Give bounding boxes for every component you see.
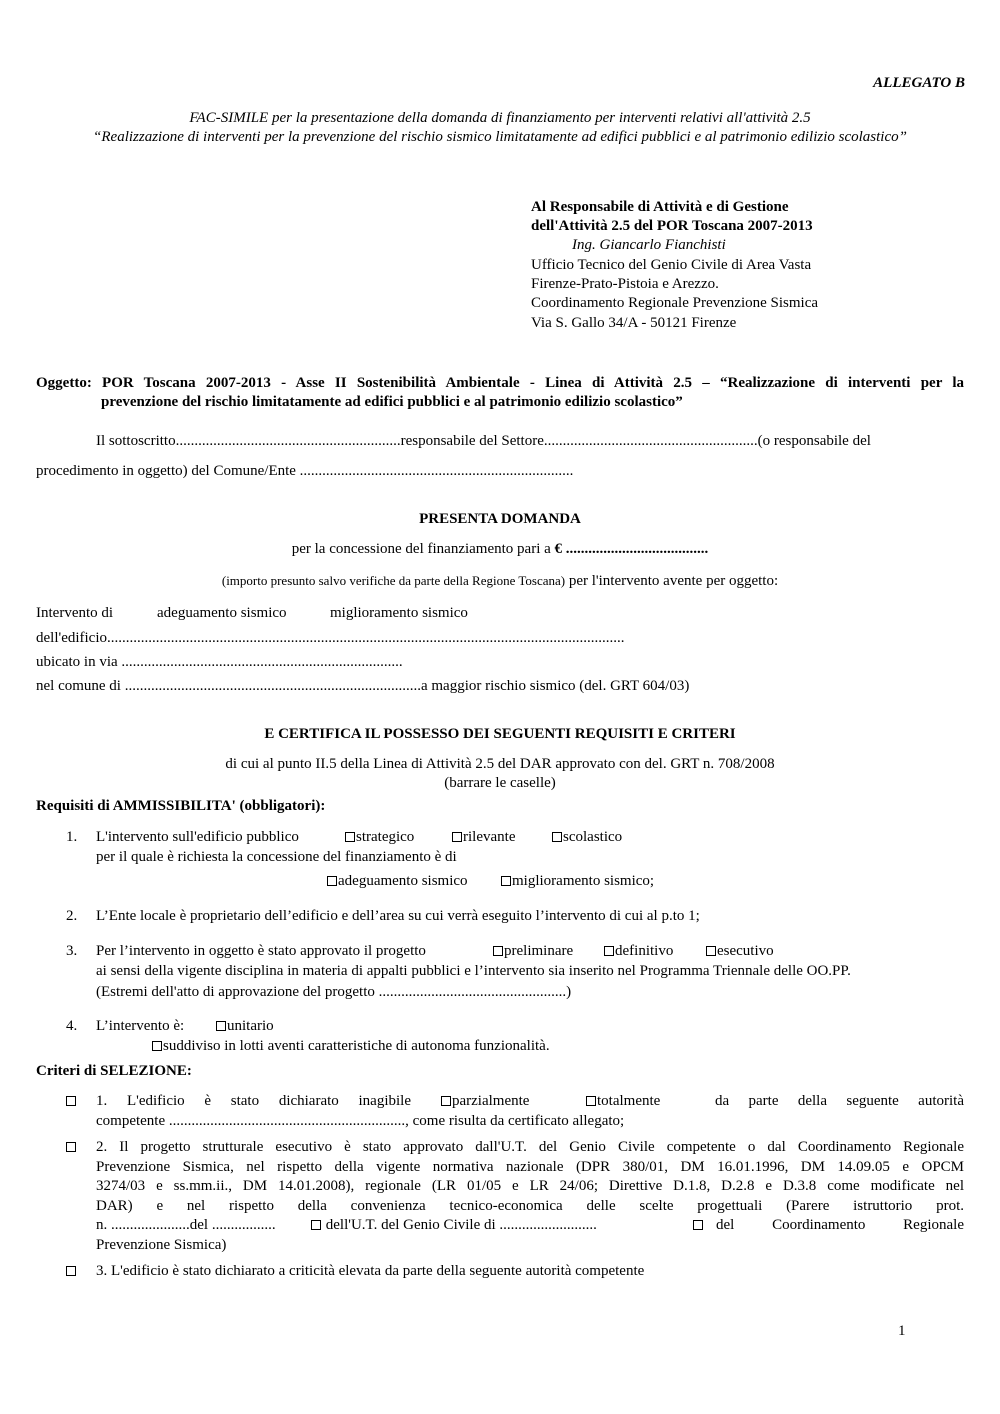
criterio-3-checkbox[interactable] (66, 1262, 77, 1281)
checkbox-icon[interactable] (552, 832, 562, 842)
comune-field: nel comune di ...............................................................................a maggior rischio sismico (del. GRT 604/03) (36, 678, 690, 694)
requisito-1-number: 1. (66, 829, 78, 845)
oggetto-line1: Oggetto: POR Toscana 2007-2013 - Asse II Sostenibilità Ambientale - Linea di Attività 2.5 – “Realizzazione di interventi per la (36, 375, 964, 391)
criterio-1-text: 1. L'edificio è stato dichiarato inagibile (96, 1093, 411, 1109)
checkbox-rilevante[interactable] (452, 828, 515, 847)
intervento-option-miglioramento: miglioramento sismico (330, 605, 468, 621)
requisito-3-number: 3. (66, 943, 78, 959)
requisito-3-line3: (Estremi dell'atto di approvazione del progetto ..................................................) (96, 984, 572, 1000)
oggetto-line2: prevenzione del rischio limitatamente ad edifici pubblici e al patrimonio edilizio scolastico” (101, 394, 683, 410)
checkbox-adeguamento-sismico[interactable] (327, 872, 468, 891)
checkbox-icon[interactable] (501, 876, 511, 886)
requisito-4-number: 4. (66, 1018, 78, 1034)
criterio-2-line6: Prevenzione Sismica) (96, 1237, 227, 1253)
finanziamento-text: per la concessione del finanziamento pari a (291, 541, 555, 557)
recipient-line6: Coordinamento Regionale Prevenzione Sismica (531, 295, 819, 311)
certifica-line1: di cui al punto II.5 della Linea di Attività 2.5 del DAR approvato con del. GRT n. 708/2008 (225, 756, 775, 772)
requisito-4-text: L’intervento è: (96, 1018, 185, 1034)
criterio-2-line1: 2. Il progetto strutturale esecutivo è stato approvato dall'U.T. del Genio Civile competente o dal Coordinamento Regionale (96, 1139, 964, 1155)
checkbox-miglioramento-sismico[interactable] (501, 872, 654, 891)
recipient-line1: Al Responsabile di Attività e di Gestione (531, 199, 789, 215)
finanziamento-amount: € ...................................... (554, 541, 709, 557)
requisito-3-line2: ai sensi della vigente disciplina in materia di appalti pubblici e l’intervento sia inserito nel Programma Triennale delle OO.PP. (96, 963, 851, 979)
requisito-1-line2: per il quale è richiesta la concessione del finanziamento è di (96, 849, 457, 865)
checkbox-preliminare[interactable] (493, 942, 573, 961)
page-number: 1 (898, 1323, 906, 1339)
checkbox-icon[interactable] (604, 946, 614, 956)
recipient-address: Via S. Gallo 34/A - 50121 Firenze (531, 315, 737, 331)
checkbox-label: adeguamento sismico (338, 873, 468, 889)
importo-note: (importo presunto salvo verifiche da parte della Regione Toscana) (221, 573, 566, 588)
checkbox-label: strategico (356, 829, 415, 845)
checkbox-icon[interactable] (66, 1142, 76, 1152)
checkbox-label: scolastico (563, 829, 623, 845)
intervento-option-adeguamento: adeguamento sismico (157, 605, 287, 621)
checkbox-label: miglioramento sismico; (512, 873, 655, 889)
criterio-2-line5c: del Coordinamento Regionale (716, 1217, 964, 1233)
barrare-caselle: (barrare le caselle) (444, 775, 556, 791)
criterio-2-line2: Prevenzione Sismica, nel rispetto della vigente normativa nazionale (DPR 380/01, DM 16.01.1996, DM 14.09.05 e OPCM (96, 1159, 964, 1175)
recipient-line4: Ufficio Tecnico del Genio Civile di Area Vasta (531, 257, 812, 273)
checkbox-strategico[interactable] (345, 828, 414, 847)
checkbox-icon[interactable] (66, 1266, 76, 1276)
checkbox-unitario[interactable] (216, 1017, 274, 1036)
recipient-name: Ing. Giancarlo Fianchisti (572, 237, 726, 253)
edificio-field: dell'edificio.......................................................................................................................................... (36, 630, 625, 646)
importo-rest: per l'intervento avente per oggetto: (565, 573, 779, 589)
checkbox-label: definitivo (615, 943, 674, 959)
finanziamento-line (0, 540, 1000, 559)
checkbox-parzialmente[interactable] (441, 1092, 529, 1111)
criterio-2-line5a: n. .....................del ................. (96, 1217, 276, 1233)
checkbox-coordinamento[interactable] (693, 1216, 704, 1235)
certifica-title: E CERTIFICA IL POSSESSO DEI SEGUENTI REQUISITI E CRITERI (264, 726, 736, 742)
requisito-2-number: 2. (66, 908, 78, 924)
checkbox-label: suddiviso in lotti aventi caratteristiche di autonoma funzionalità. (163, 1038, 550, 1054)
checkbox-label: parzialmente (452, 1093, 530, 1109)
via-field: ubicato in via ........................................................................... (36, 654, 403, 670)
checkbox-label: totalmente (597, 1093, 661, 1109)
recipient-line5: Firenze-Prato-Pistoia e Arezzo. (531, 276, 719, 292)
facsimile-title-line1: FAC-SIMILE per la presentazione della domanda di finanziamento per interventi relativi all'attività 2.5 (189, 110, 811, 126)
checkbox-icon[interactable] (693, 1220, 703, 1230)
checkbox-icon[interactable] (216, 1021, 226, 1031)
requisito-2-text: L’Ente locale è proprietario dell’edificio e dell’area su cui verrà eseguito l’intervento di cui al p.to 1; (96, 908, 700, 924)
checkbox-label: preliminare (504, 943, 574, 959)
facsimile-title-line2: “Realizzazione di interventi per la prevenzione del rischio sismico limitatamente ad edifici pubblici e al patrimonio edilizio scolastico” (93, 129, 907, 145)
allegato-label: ALLEGATO B (873, 75, 965, 91)
criterio-2-line3: 3274/03 e ss.mm.ii., DM 14.01.2008), regionale (LR 01/05 e LR 24/06; Direttive D.1.8, D.2.8 e D.3.8 come modificate nel (96, 1178, 964, 1194)
checkbox-icon[interactable] (706, 946, 716, 956)
checkbox-icon[interactable] (493, 946, 503, 956)
checkbox-suddiviso-lotti[interactable] (152, 1037, 550, 1056)
checkbox-esecutivo[interactable] (706, 942, 774, 961)
criterio-2-line4: DAR) e nel rispetto della convenienza tecnico-economica delle scelte progettuali (Parere istruttorio prot. (96, 1198, 964, 1214)
presenta-domanda-title: PRESENTA DOMANDA (419, 511, 581, 527)
recipient-line2: dell'Attività 2.5 del POR Toscana 2007-2013 (531, 218, 813, 234)
checkbox-label: esecutivo (717, 943, 774, 959)
checkbox-icon[interactable] (66, 1096, 76, 1106)
checkbox-icon[interactable] (586, 1096, 596, 1106)
checkbox-icon[interactable] (327, 876, 337, 886)
importo-line (0, 571, 1000, 591)
checkbox-totalmente[interactable] (586, 1092, 660, 1111)
checkbox-label: rilevante (463, 829, 516, 845)
requisito-1-text: L'intervento sull'edificio pubblico (96, 829, 299, 845)
checkbox-label: dell'U.T. del Genio Civile di .......................... (325, 1217, 597, 1233)
requisito-3-text: Per l’intervento in oggetto è stato approvato il progetto (96, 943, 426, 959)
requisiti-title: Requisiti di AMMISSIBILITA' (obbligatori): (36, 798, 326, 814)
criterio-1-autorita: da parte della seguente autorità (715, 1093, 964, 1109)
criterio-1-checkbox[interactable] (66, 1092, 77, 1111)
checkbox-icon[interactable] (345, 832, 355, 842)
checkbox-icon[interactable] (441, 1096, 451, 1106)
sottoscritto-line: Il sottoscritto............................................................responsabile del Settore.........................................................(o responsabile del (96, 433, 871, 449)
criterio-2-checkbox[interactable] (66, 1138, 77, 1157)
criterio-1-line2: competente ..............................................................., come risulta da certificato allegato; (96, 1113, 625, 1129)
procedimento-line: procedimento in oggetto) del Comune/Ente ......................................................................... (36, 463, 574, 479)
checkbox-label: unitario (227, 1018, 274, 1034)
checkbox-icon[interactable] (452, 832, 462, 842)
checkbox-icon[interactable] (311, 1220, 321, 1230)
checkbox-scolastico[interactable] (552, 828, 622, 847)
criteri-title: Criteri di SELEZIONE: (36, 1063, 192, 1079)
intervento-label: Intervento di (36, 605, 114, 621)
criterio-3-text: 3. L'edificio è stato dichiarato a criticità elevata da parte della seguente autorità competente (96, 1263, 645, 1279)
checkbox-icon[interactable] (152, 1041, 162, 1051)
checkbox-genio-civile[interactable] (311, 1216, 597, 1235)
checkbox-definitivo[interactable] (604, 942, 673, 961)
